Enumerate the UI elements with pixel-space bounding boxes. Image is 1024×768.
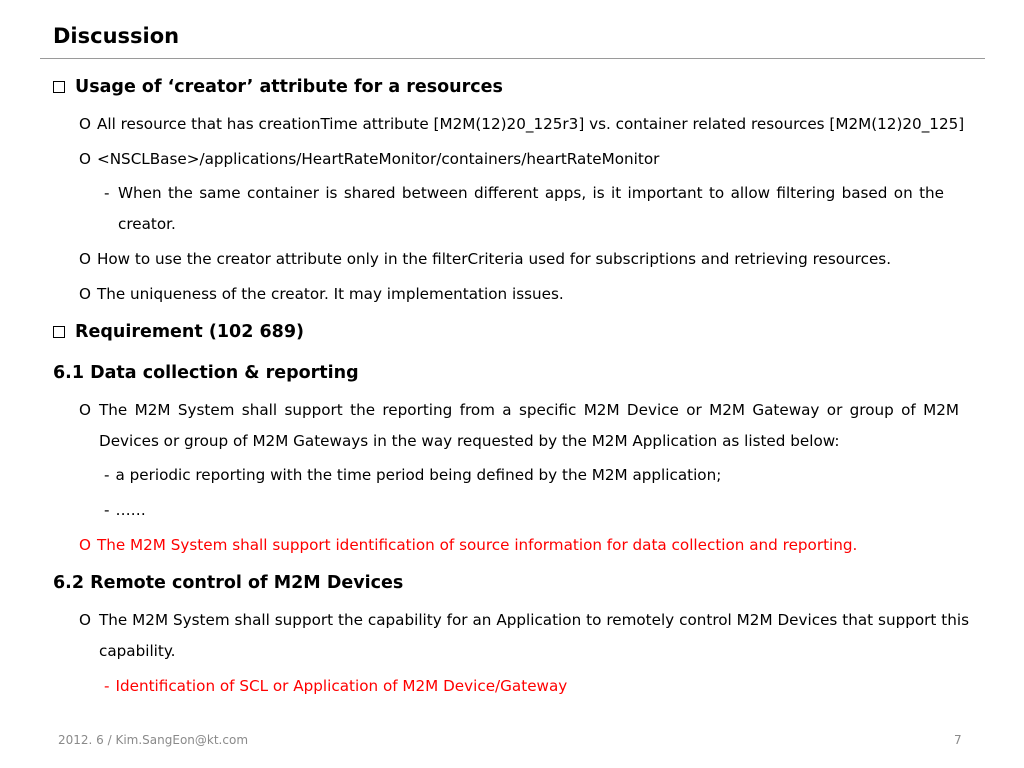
square-bullet-icon [53, 326, 65, 338]
footer-date-author: 2012. 6 / Kim.SangEon@kt.com [58, 733, 249, 747]
circle-bullet-icon: O [79, 285, 91, 303]
list-item [79, 400, 97, 420]
title-divider [40, 58, 985, 59]
page-number: 7 [954, 733, 962, 747]
list-item: O The uniqueness of the creator. It may implementation issues. [79, 285, 564, 303]
list-item-text: The M2M System shall support the capability for an Application to remotely control M2M Devices that support this capability. [99, 611, 969, 660]
dash-bullet-icon: - [104, 466, 110, 484]
dash-bullet-icon: - [104, 501, 110, 519]
page-title: Discussion [53, 24, 180, 48]
square-bullet-icon [53, 81, 65, 93]
sub-list-item-text: When the same container is shared between different apps, is it important to allow filtering based on the creator. [118, 184, 944, 233]
section-heading-remote-control: 6.2 Remote control of M2M Devices [53, 573, 404, 593]
circle-bullet-icon: O [79, 611, 91, 629]
sub-list-item [104, 183, 115, 203]
dash-bullet-icon: - [104, 184, 110, 202]
section-heading-requirement: Requirement (102 689) [53, 321, 304, 343]
list-item: O <NSCLBase>/applications/HeartRateMonitor/containers/heartRateMonitor [79, 150, 660, 168]
dash-bullet-icon: - [104, 677, 110, 695]
section-heading-data-collection: 6.1 Data collection & reporting [53, 363, 359, 383]
circle-bullet-icon: O [79, 115, 91, 133]
circle-bullet-icon: O [79, 401, 91, 419]
list-item-text: The M2M System shall support the reporting from a specific M2M Device or M2M Gateway or group of M2M Devices or group of M2M Gateways in the way requested by the M2M Application as listed below: [99, 401, 959, 450]
sub-list-item: - a periodic reporting with the time period being defined by the M2M application; [104, 466, 722, 484]
circle-bullet-icon: O [79, 250, 91, 268]
list-item: O How to use the creator attribute only in the filterCriteria used for subscriptions and retrieving resources. [79, 250, 892, 268]
highlighted-list-item: O The M2M System shall support identification of source information for data collection and reporting. [79, 536, 858, 554]
list-item [79, 610, 97, 630]
highlighted-sub-list-item: - Identification of SCL or Application of M2M Device/Gateway [104, 677, 568, 695]
sub-list-item: - …… [104, 501, 146, 519]
list-item: O All resource that has creationTime attribute [M2M(12)20_125r3] vs. container related resources [M2M(12)20_125] [79, 115, 965, 133]
circle-bullet-icon: O [79, 150, 91, 168]
circle-bullet-icon: O [79, 536, 91, 554]
section-heading-creator: Usage of ‘creator’ attribute for a resources [53, 76, 503, 98]
